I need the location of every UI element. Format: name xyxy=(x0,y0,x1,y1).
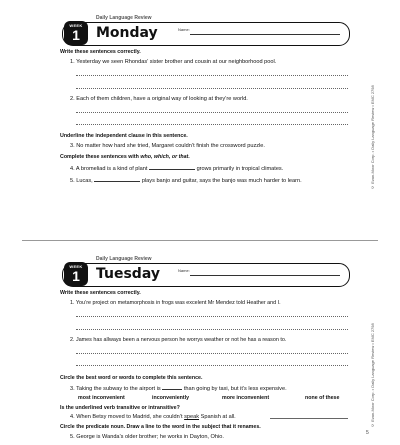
bottom-s3-start: 3. Taking the subway to the airport is xyxy=(70,386,161,392)
choice-option[interactable]: inconveniently xyxy=(152,395,190,401)
choice-option[interactable]: most inconvenient xyxy=(78,395,125,401)
bottom-name-line[interactable] xyxy=(190,275,340,276)
top-s5-start: 5. Lucas, xyxy=(70,178,93,184)
top-series-header: Daily Language Review xyxy=(96,15,152,21)
top-day-title: Monday xyxy=(96,25,158,41)
underlined-verb: speak xyxy=(184,414,200,420)
top-week-number: 1 xyxy=(72,27,80,43)
answer-line[interactable] xyxy=(76,353,348,354)
bottom-sentence-2: 2. James has allways been a nervous person he worrys weather or not he has a reason to. xyxy=(70,337,287,343)
top-instruction-1: Write these sentences correctly. xyxy=(60,49,141,55)
answer-line[interactable] xyxy=(76,88,348,89)
top-week-label: WEEK xyxy=(69,23,83,28)
bottom-name-label: Name: xyxy=(178,268,190,273)
top-s4-start: 4. A bromeliad is a kind of plant xyxy=(70,166,148,172)
bottom-s4-end: Spanish at all. xyxy=(199,414,236,420)
answer-line[interactable] xyxy=(76,365,348,366)
fill-blank[interactable] xyxy=(149,165,195,170)
top-sentence-4 xyxy=(70,165,283,172)
answer-line[interactable] xyxy=(76,75,348,76)
bottom-series-header: Daily Language Review xyxy=(96,256,152,262)
bottom-instruction-2: Circle the best word or words to complete this sentence. xyxy=(60,375,203,381)
bottom-sentence-3 xyxy=(70,385,287,392)
bottom-instruction-3: Is the underlined verb transitive or intransitive? xyxy=(60,405,180,411)
bottom-week-number: 1 xyxy=(72,268,80,284)
top-s5-end: plays banjo and guitar, says the banjo was much harder to learn. xyxy=(141,178,302,184)
bottom-sentence-5: 5. George is Wanda’s older brother; he works in Dayton, Ohio. xyxy=(70,434,224,440)
bottom-week-badge xyxy=(64,262,88,286)
bottom-sentence-4 xyxy=(70,414,236,420)
bottom-s3-end: than going by taxi, but it’s less expensive. xyxy=(183,386,287,392)
bottom-week-label: WEEK xyxy=(69,264,83,269)
bottom-instruction-4: Circle the predicate noun. Draw a line to the word in the subject that it renames. xyxy=(60,424,261,430)
bottom-sentence-1: 1. You’re project on metamorphosis in frogs was excelent Mr Mendez told Heather and I. xyxy=(70,300,281,306)
top-instruction-3-text: Complete these sentences with xyxy=(60,154,141,160)
answer-line[interactable] xyxy=(76,112,348,113)
answer-line[interactable] xyxy=(76,316,348,317)
fill-blank[interactable] xyxy=(94,177,140,182)
bottom-day-title: Tuesday xyxy=(96,266,160,282)
top-copyright: © Evan-Moor Corp. • Daily Language Review • EMC 2798 xyxy=(370,85,375,190)
bottom-instruction-1: Write these sentences correctly. xyxy=(60,290,141,296)
top-sentence-3: 3. No matter how hard she tried, Margaret couldn’t finish the crossword puzzle. xyxy=(70,143,265,149)
page-number: 5 xyxy=(366,430,369,436)
top-instruction-3 xyxy=(60,154,190,160)
top-sentence-5 xyxy=(70,177,302,184)
top-week-badge xyxy=(64,21,88,45)
top-sentence-2: 2. Each of them children, have a original way of looking at they’re world. xyxy=(70,96,248,102)
top-instruction-2: Underline the independent clause in this sentence. xyxy=(60,133,188,139)
choice-option[interactable]: more inconvenient xyxy=(222,395,270,401)
top-name-line[interactable] xyxy=(190,34,340,35)
fill-blank[interactable] xyxy=(162,385,182,390)
top-sentence-1: 1. Yesterday we seen Rhondas’ sister brother and cousin at our neighborhood pool. xyxy=(70,59,277,65)
bottom-copyright: © Evan-Moor Corp. • Daily Language Review • EMC 2798 xyxy=(370,323,375,428)
page-divider xyxy=(22,240,378,241)
top-name-label: Name: xyxy=(178,27,190,32)
bottom-s4-start: 4. When Betsy moved to Madrid, she couldn’t xyxy=(70,414,185,420)
answer-line[interactable] xyxy=(76,329,348,330)
top-instruction-3-words: who, which, or that. xyxy=(140,154,190,160)
choice-option[interactable]: none of these xyxy=(305,395,340,401)
answer-line[interactable] xyxy=(270,418,348,419)
top-s4-end: grows primarily in tropical climates. xyxy=(196,166,284,172)
answer-line[interactable] xyxy=(76,124,348,125)
